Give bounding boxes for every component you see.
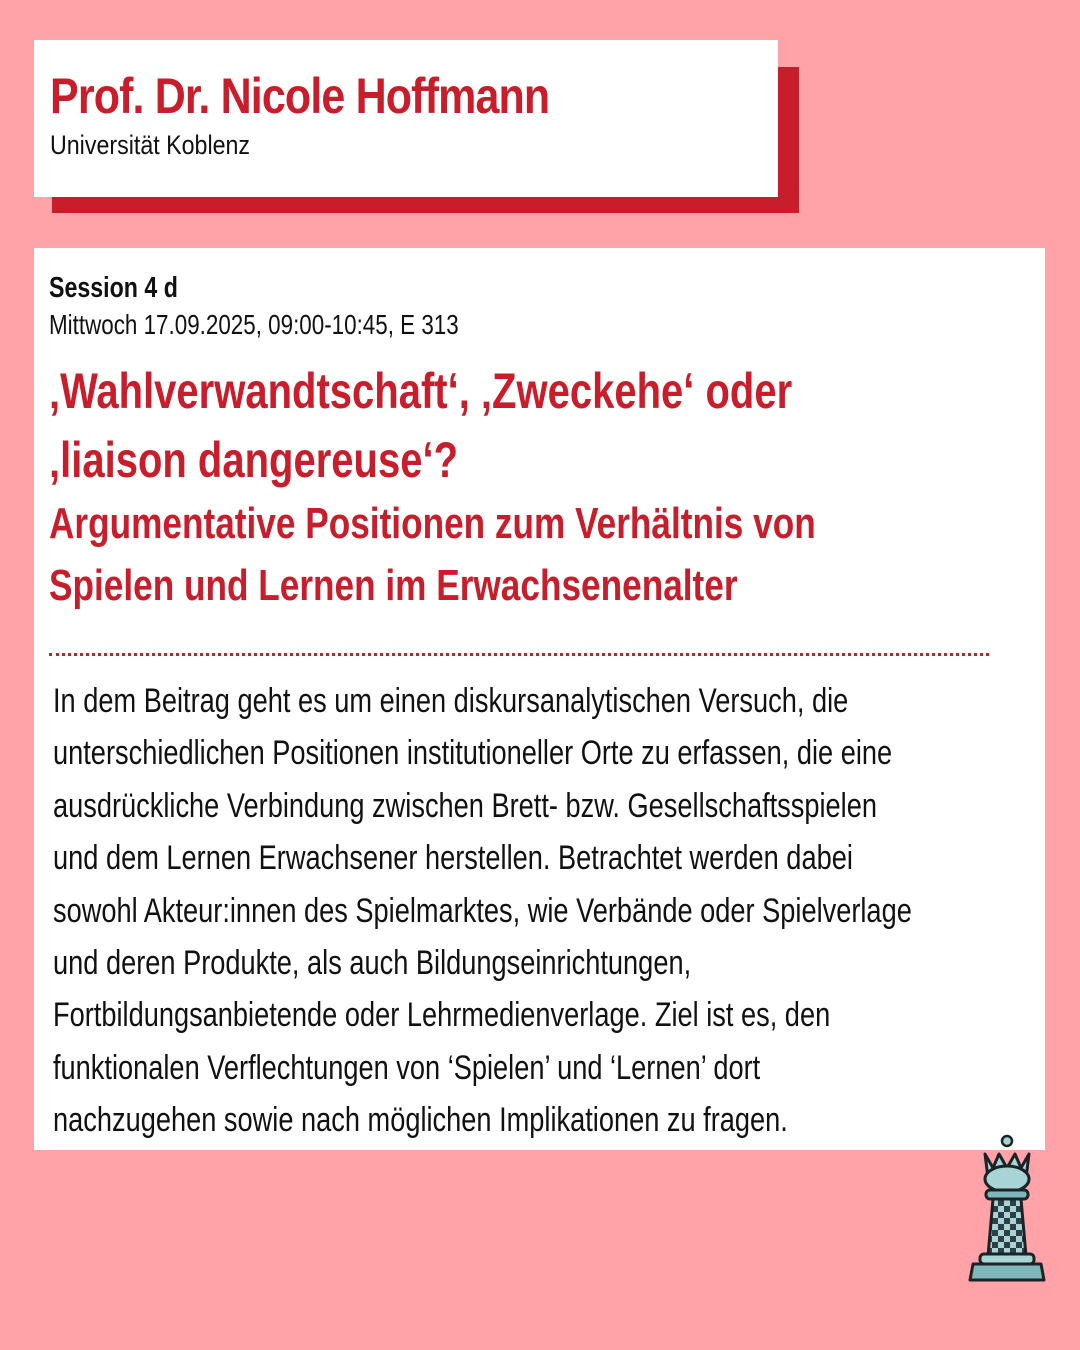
speaker-name: Prof. Dr. Nicole Hoffmann bbox=[50, 68, 550, 124]
talk-title-line: ‚Wahlverwandtschaft‘, ‚Zweckehe‘ oder bbox=[49, 363, 793, 419]
abstract-line: und dem Lernen Erwachsener herstellen. Betrachtet werden dabei bbox=[53, 839, 853, 878]
talk-title bbox=[49, 357, 846, 495]
dotted-divider bbox=[49, 653, 989, 656]
chess-queen-icon bbox=[968, 1134, 1046, 1286]
session-card bbox=[34, 248, 1045, 1150]
abstract-line: unterschiedlichen Positionen institutioneller Orte zu erfassen, die eine bbox=[53, 734, 893, 773]
talk-subtitle-line: Argumentative Positionen zum Verhältnis von bbox=[49, 499, 816, 548]
talk-title-line: ‚liaison dangereuse‘? bbox=[49, 432, 459, 488]
abstract-line: In dem Beitrag geht es um einen diskursanalytischen Versuch, die bbox=[53, 682, 849, 720]
speaker-affiliation: Universität Koblenz bbox=[50, 130, 251, 160]
speaker-card bbox=[34, 40, 778, 197]
abstract-line: ausdrückliche Verbindung zwischen Brett- bzw. Gesellschaftsspielen bbox=[53, 786, 877, 825]
session-date-time-room: Mittwoch 17.09.2025, 09:00-10:45, E 313 bbox=[49, 309, 459, 340]
session-label: Session 4 d bbox=[49, 272, 178, 304]
abstract-text bbox=[53, 675, 1029, 1147]
talk-subtitle-line: Spielen und Lernen im Erwachsenenalter bbox=[49, 561, 738, 610]
abstract-line: funktionalen Verflechtungen von ‘Spielen’ und ‘Lernen’ dort bbox=[53, 1048, 761, 1087]
abstract-line: Fortbildungsanbietende oder Lehrmedienverlage. Ziel ist es, den bbox=[53, 996, 831, 1035]
abstract-line: sowohl Akteur:innen des Spielmarktes, wie Verbände oder Spielverlage bbox=[53, 891, 912, 930]
talk-subtitle bbox=[49, 493, 846, 617]
abstract-line: nachzugehen sowie nach möglichen Implikationen zu fragen. bbox=[53, 1101, 788, 1140]
abstract-line: und deren Produkte, als auch Bildungseinrichtungen, bbox=[53, 944, 692, 983]
